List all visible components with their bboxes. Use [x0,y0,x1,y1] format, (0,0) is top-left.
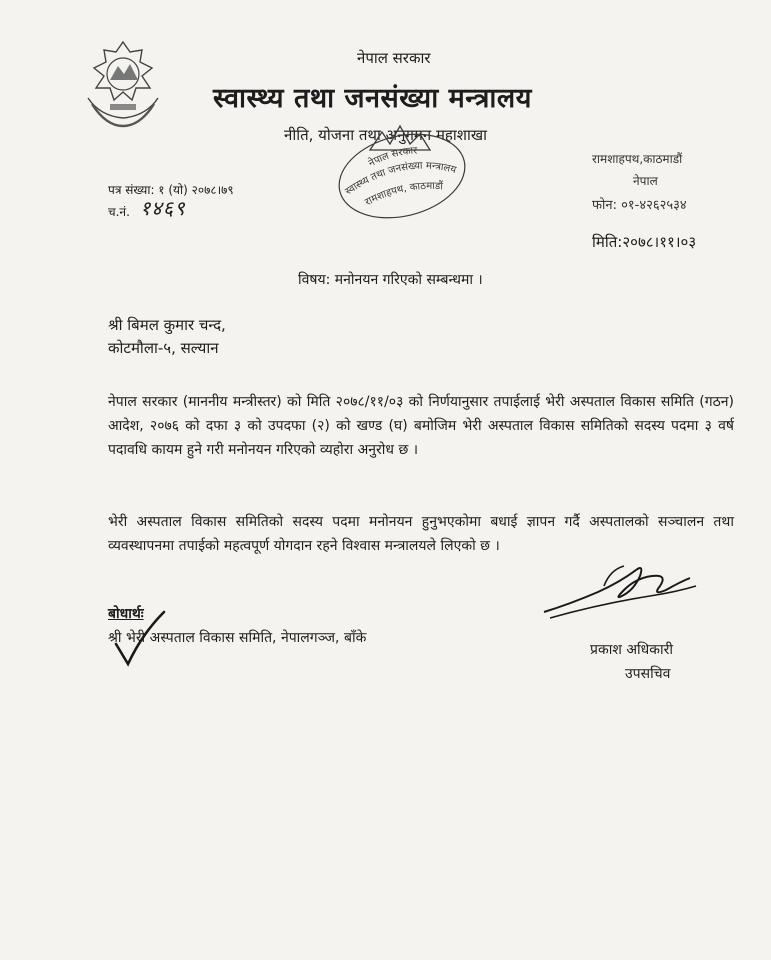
letter-subject: विषय: मनोनयन गरिएको सम्बन्धमा । [298,272,483,288]
dispatch-number-handwritten: १४६९ [140,196,186,220]
checkmark-icon [112,610,168,668]
ministry-title: स्वास्थ्य तथा जनसंख्या मन्त्रालय [213,83,532,114]
body-paragraph-2: भेरी अस्पताल विकास समितिको सदस्य पदमा मनोनयन हुनुभएकोमा बधाई ज्ञापन गर्दै अस्पतालको सञ्चालन तथा व्यवस्थापनमा तपाईको महत्वपूर्ण योगदान रहने विश्वास मन्त्रालयले लिएको छ । [108,514,734,554]
signatory-name: प्रकाश अधिकारी [590,642,673,658]
dispatch-number-label: च.नं. [108,205,130,219]
government-name: नेपाल सरकार [357,49,431,67]
cc-recipient: श्री भेरी अस्पताल विकास समिति, नेपालगञ्ज, बाँके [108,630,367,646]
signature [540,556,700,626]
office-country: नेपाल [633,174,658,188]
cc-label: बोधार्थः [108,606,144,622]
letter-reference-number: पत्र संख्या: १ (यो) २०७८।७९ [108,183,234,197]
svg-text:रामशाहपथ, काठमाडौं: रामशाहपथ, काठमाडौं [363,180,444,209]
body-paragraph-1: नेपाल सरकार (माननीय मन्त्रीस्तर) को मिति २०७८/११/०३ को निर्णयानुसार तपाईलाई भेरी अस्पताल विकास समिति (गठन) आदेश, २०७६ को दफा ३ को उपदफा (२) को खण्ड (घ) बमोजिम भेरी अस्पताल विकास समितिको सदस्य पदमा ३ वर्ष पदावधि कायम हुने गरी मनोनयन गरिएको व्यहोरा अनुरोध छ । [108,394,734,458]
recipient-name: श्री बिमल कुमार चन्द, [108,316,226,334]
letter-date: मिति:२०७८।११।०३ [592,233,697,251]
svg-text:नेपाल सरकार: नेपाल सरकार [366,145,418,170]
official-stamp [330,120,470,220]
signatory-title: उपसचिव [625,666,671,682]
office-phone: फोन: ०१-४२६२५३४ [592,198,687,213]
division-name: नीति, योजना तथा अनुगमन महाशाखा [284,126,488,144]
svg-text:स्वास्थ्य तथा जनसंख्या मन्त्रा: स्वास्थ्य तथा जनसंख्या मन्त्रालय [343,160,458,198]
nepal-emblem-icon [80,38,166,130]
recipient-address: कोटमौला-५, सल्यान [108,339,219,357]
office-address: रामशाहपथ,काठमाडौं [592,152,683,166]
